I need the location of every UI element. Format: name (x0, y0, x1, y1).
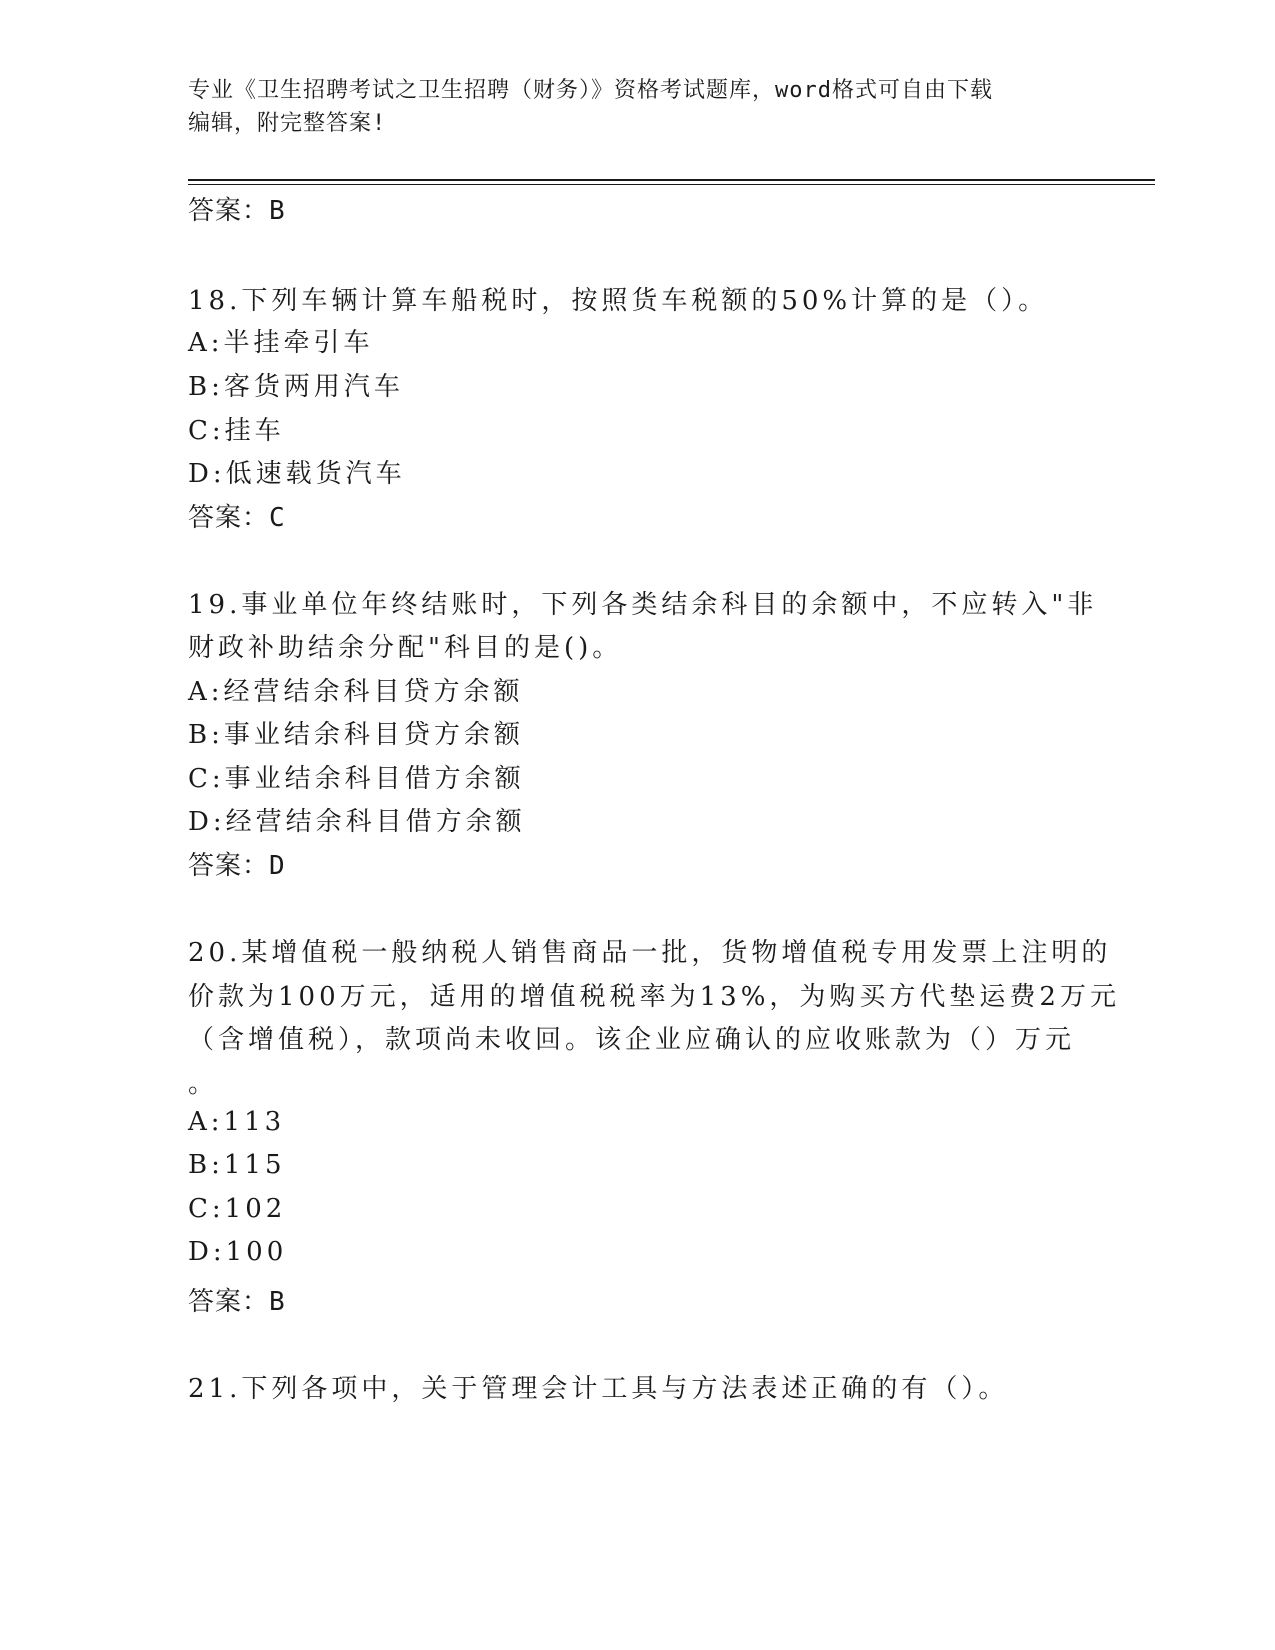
question-18-option-b: B:客货两用汽车 (188, 372, 404, 402)
answer-q17: 答案：B (188, 196, 286, 226)
header-line-2: 编辑，附完整答案! (188, 111, 387, 136)
question-19-stem-line-2: 财政补助结余分配"科目的是()。 (188, 633, 623, 663)
question-18-option-a: A:半挂牵引车 (188, 328, 374, 358)
question-19-option-c: C:事业结余科目借方余额 (188, 764, 525, 794)
question-20-stem-line-3: （含增值税），款项尚未收回。该企业应确认的应收账款为（）万元 (188, 1025, 1076, 1055)
question-19-option-b: B:事业结余科目贷方余额 (188, 720, 524, 750)
question-19-option-d: D:经营结余科目借方余额 (188, 807, 526, 837)
question-20-stem-line-2: 价款为100万元，适用的增值税税率为13%，为购买方代垫运费2万元 (188, 982, 1120, 1012)
question-18-option-c: C:挂车 (188, 416, 285, 446)
header-line-1: 专业《卫生招聘考试之卫生招聘（财务）》资格考试题库，word格式可自由下载 (188, 78, 993, 103)
question-20-stem-line-1: 20.某增值税一般纳税人销售商品一批，货物增值税专用发票上注明的 (188, 938, 1112, 968)
question-20-option-a: A:113 (188, 1107, 286, 1137)
question-19-stem-line-1: 19.事业单位年终结账时，下列各类结余科目的余额中，不应转入"非 (188, 590, 1098, 620)
header-divider-thick (188, 179, 1155, 181)
question-18-stem: 18.下列车辆计算车船税时，按照货车税额的50%计算的是（）。 (188, 286, 1049, 316)
answer-q18: 答案：C (188, 503, 286, 533)
answer-q19: 答案：D (188, 851, 286, 881)
question-18-option-d: D:低速载货汽车 (188, 459, 406, 489)
question-20-option-b: B:115 (188, 1150, 286, 1180)
question-20-stem-line-4: 。 (188, 1069, 219, 1099)
document-header (188, 74, 1088, 140)
question-21-stem: 21.下列各项中，关于管理会计工具与方法表述正确的有（）。 (188, 1374, 1009, 1404)
header-divider-thin (188, 184, 1155, 185)
question-19-option-a: A:经营结余科目贷方余额 (188, 677, 524, 707)
question-20-option-d: D:100 (188, 1237, 288, 1267)
question-20-option-c: C:102 (188, 1194, 287, 1224)
answer-q20: 答案：B (188, 1287, 286, 1317)
